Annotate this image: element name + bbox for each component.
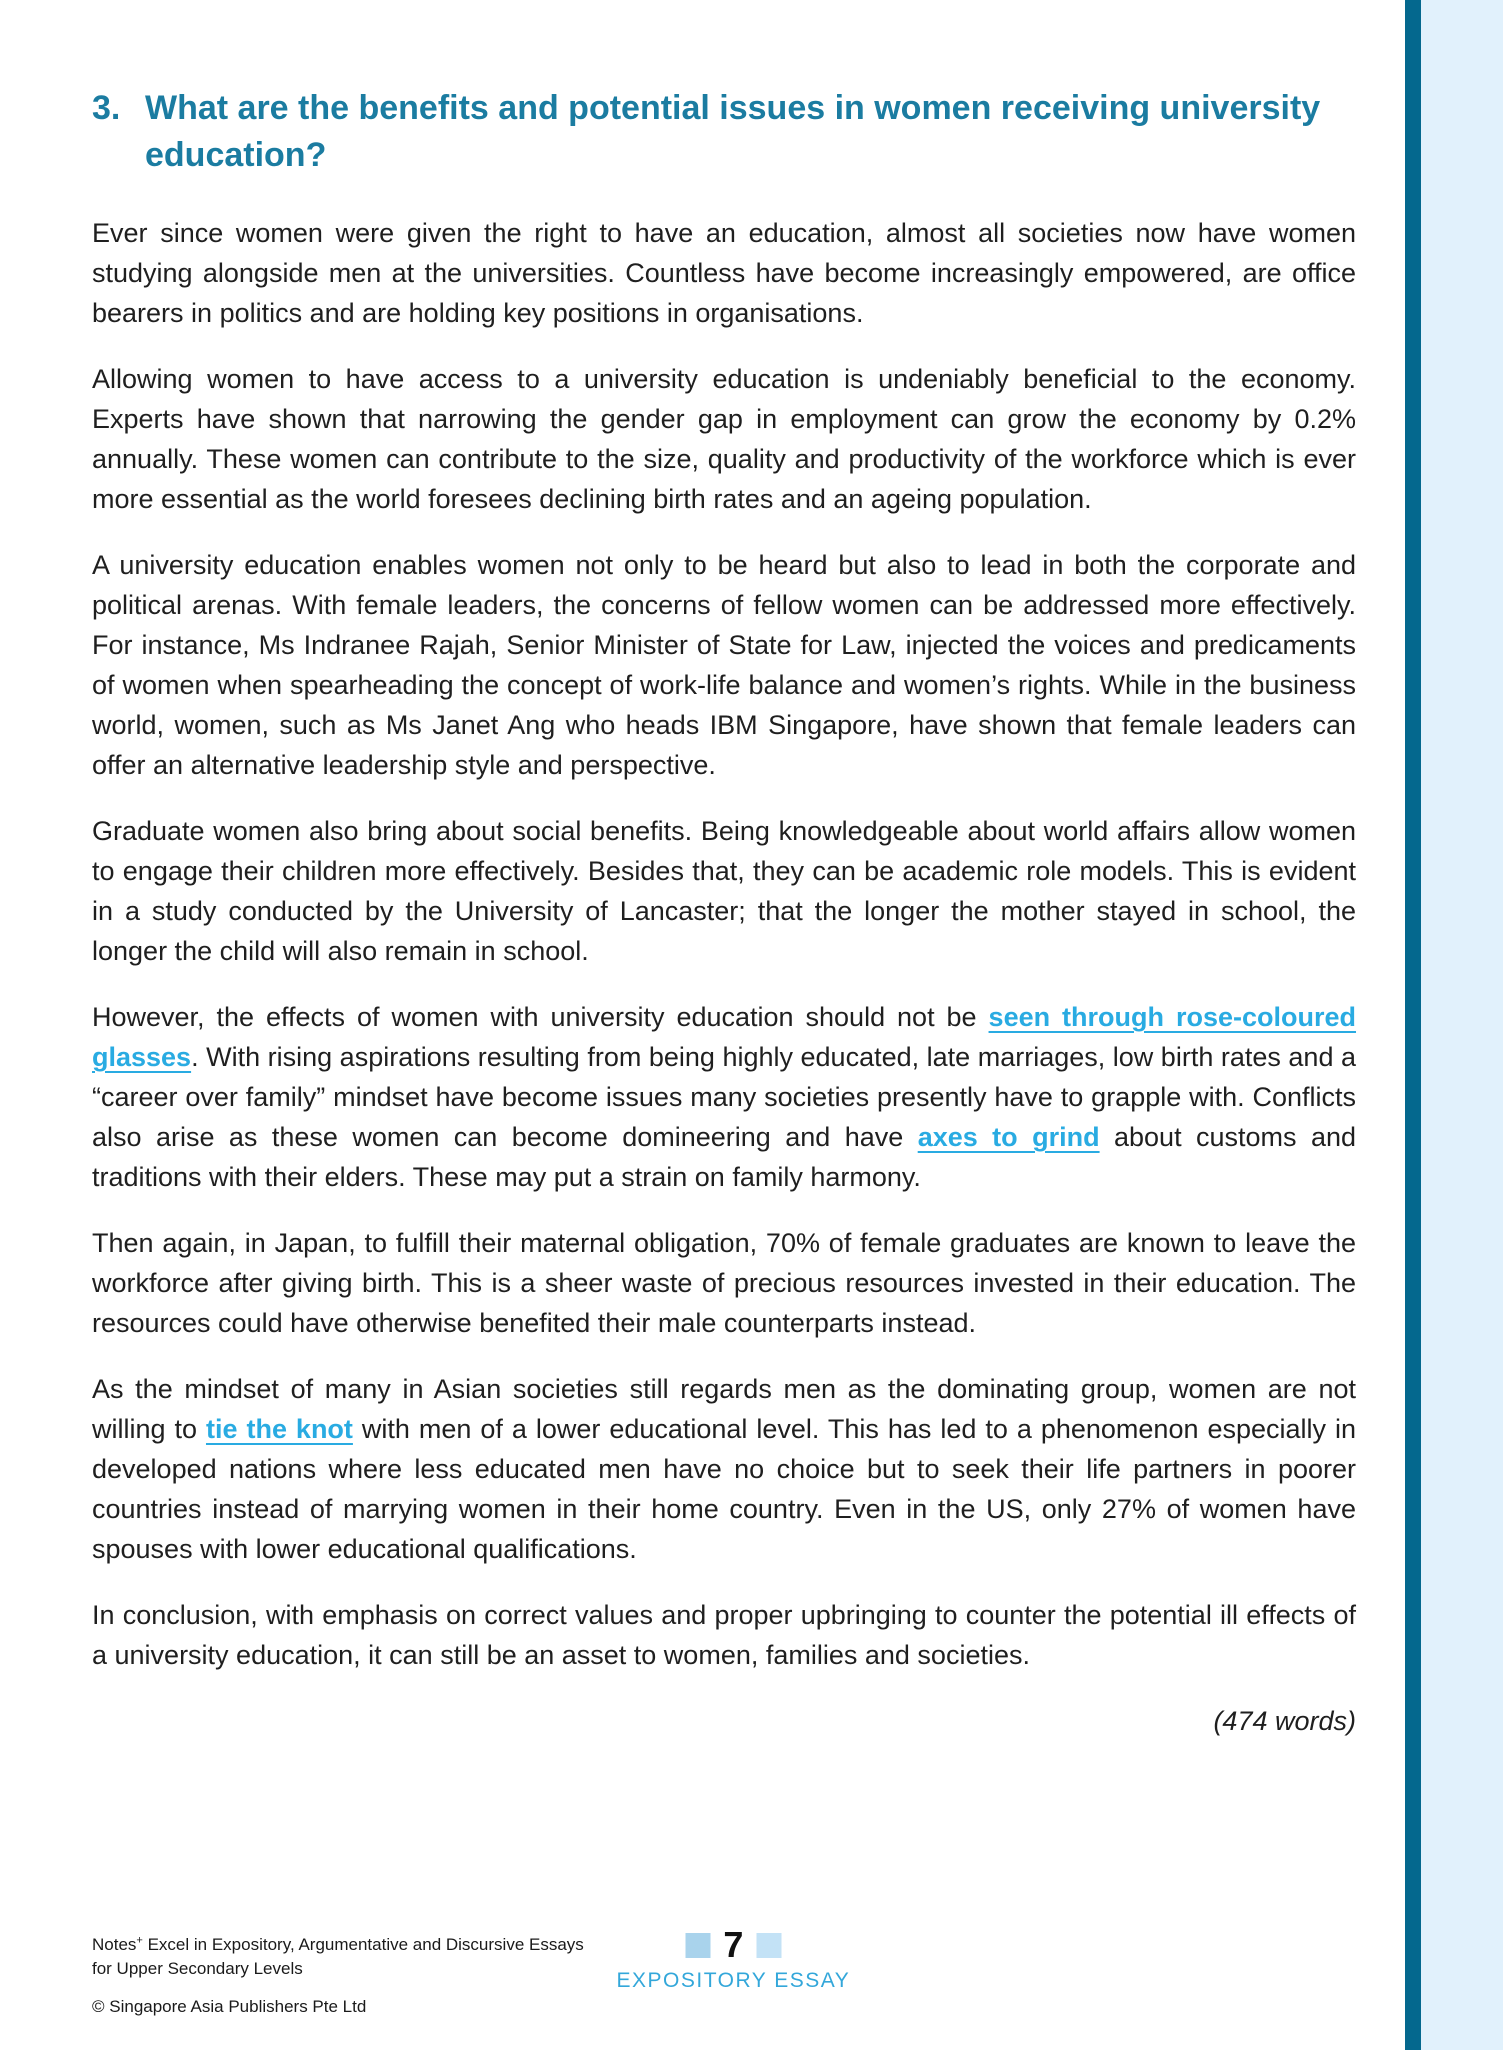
essay-paragraph — [92, 1595, 1356, 1675]
glossary-link[interactable]: axes to grind — [917, 1121, 1100, 1152]
text-segment: Ever since women were given the right to have an education, almost all societies now have women studying alongside men at the universities. Countless have become increasingly empowered, are office bearers in politics and are holding key positions in organisations. — [92, 217, 1356, 328]
essay-paragraph — [92, 811, 1356, 971]
footer-page-info — [616, 1924, 851, 1993]
essay-paragraph — [92, 1369, 1356, 1569]
superscript-plus: + — [136, 1934, 143, 1947]
page-number-decor-left-square — [685, 1933, 710, 1958]
text-segment: about customs and traditions with their elders. These may put a strain on family harmony. — [92, 1121, 1356, 1192]
page-number: 7 — [723, 1924, 744, 1965]
page-title: What are the benefits and potential issues in women receiving university education? — [145, 89, 1321, 174]
text-segment: Excel in Expository, Argumentative and Discursive Essays for Upper Secondary Levels — [92, 1935, 584, 1978]
word-count: (474 words) — [1213, 1705, 1356, 1736]
text-segment: However, the effects of women with university education should not be — [92, 1001, 989, 1032]
essay-paragraph — [92, 359, 1356, 519]
text-segment: Then again, in Japan, to fulfill their maternal obligation, 70% of female graduates are known to leave the workforce after giving birth. This is a sheer waste of precious resources invested in their education. The resources could have otherwise benefited their male counterparts instead. — [92, 1227, 1356, 1338]
text-segment: Allowing women to have access to a university education is undeniably beneficial to the economy. Experts have shown that narrowing the gender gap in employment can grow the economy by 0.2% annually. These women can contribute to the size, quality and productivity of the workforce which is ever more essential as the world foresees declining birth rates and an ageing population. — [92, 363, 1356, 514]
sidebar-accent-dark — [1405, 0, 1421, 2050]
essay-body — [92, 213, 1356, 1675]
essay-paragraph — [92, 545, 1356, 785]
essay-paragraph — [92, 1223, 1356, 1343]
section-label: EXPOSITORY ESSAY — [616, 1969, 851, 1992]
text-segment: with men of a lower educational level. This has led to a phenomenon especially in developed nations where less educated men have no choice but to seek their life partners in poorer countries instead of marrying women in their home country. Even in the US, only 27% of women have spouses with lower educational qualifications. — [92, 1413, 1356, 1564]
essay-heading — [92, 85, 1356, 179]
book-title — [92, 1933, 592, 1981]
essay-content — [92, 85, 1356, 1741]
glossary-link[interactable]: tie the knot — [205, 1413, 353, 1444]
essay-paragraph — [92, 997, 1356, 1197]
copyright-line: © Singapore Asia Publishers Pte Ltd — [92, 1996, 367, 2016]
page-number-decor-right-square — [756, 1933, 781, 1958]
text-segment: Graduate women also bring about social benefits. Being knowledgeable about world affairs allow women to engage their children more effectively. Besides that, they can be academic role models. This is evident in a study conducted by the University of Lancaster; that the longer the mother stayed in school, the longer the child will also remain in school. — [92, 815, 1356, 966]
text-segment: As the mindset of many in Asian societies still regards men as the dominating group, women are not willing to — [92, 1373, 1356, 1444]
text-segment: A university education enables women not only to be heard but also to lead in both the corporate and political arenas. With female leaders, the concerns of fellow women can be addressed more effectively. For instance, Ms Indranee Rajah, Senior Minister of State for Law, injected the voices and predicaments of women when spearheading the concept of work-life balance and women’s rights. While in the business world, women, such as Ms Janet Ang who heads IBM Singapore, have shown that female leaders can offer an alternative leadership style and perspective. — [92, 549, 1356, 780]
footer-imprint — [92, 1933, 592, 2018]
text-segment: Notes — [92, 1935, 137, 1954]
page-number-row — [616, 1924, 850, 1965]
glossary-link[interactable]: seen through rose-coloured glasses — [92, 1001, 1357, 1072]
text-segment: In conclusion, with emphasis on correct values and proper upbringing to counter the potential ill effects of a university education, it can still be an asset to women, families and societies. — [92, 1599, 1356, 1670]
heading-number: 3. — [92, 89, 121, 127]
essay-paragraph — [92, 213, 1356, 333]
sidebar-accent-light — [1421, 0, 1503, 2050]
text-segment: . With rising aspirations resulting from being highly educated, late marriages, low birth rates and a “career over family” mindset have become issues many societies presently have to grapple with. Conflicts also arise as these women can become domineering and have — [92, 1041, 1356, 1152]
